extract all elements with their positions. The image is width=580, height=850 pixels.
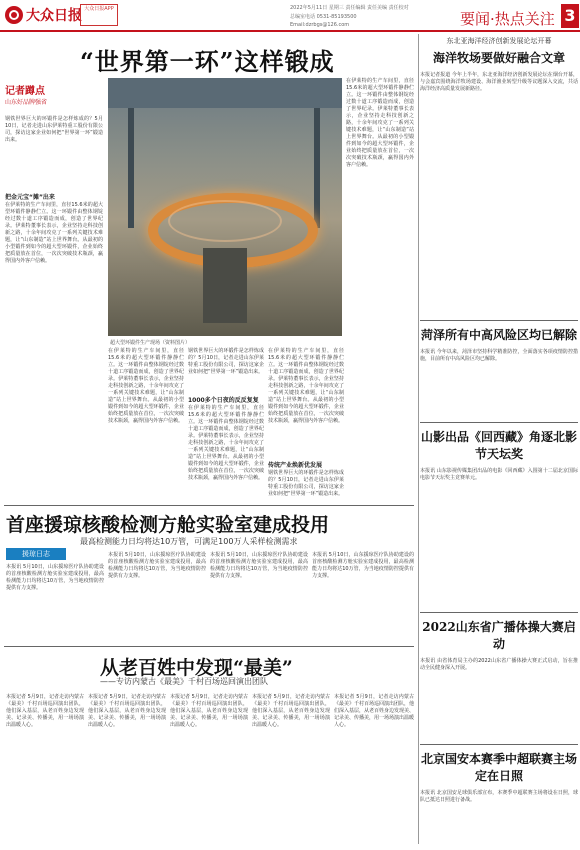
right-story-1-body: 本报记者报道 今年上半年，东北亚海洋经济创新发展论坛在烟台开幕，与会嘉宾围绕海洋牧场建设、海洋渔业转型升级等议题深入交流，共话海洋经济高质量发展新路径。 (420, 72, 578, 92)
date-line: 2022年5月11日 星期三 责任编辑 责任美编 责任校对 (290, 5, 409, 11)
app-qr-badge (80, 4, 118, 26)
right-story-5-body: 本报讯 北京国安足球俱乐部宣布，本赛季中超联赛主场将设在日照，球队已抵达日照进行备战。 (420, 790, 578, 803)
right-story-1-title: 海洋牧场要做好融合文章 (432, 51, 565, 65)
lower-body-col1: 本报记者 5月9日，记者走访内蒙古《最美》千村百场巡回演出团队，他们深入基层，从老百姓身边发现美、记录美、传播美，用一场场演出温暖人心。 (6, 694, 84, 728)
middle-headline: 首座援琼核酸检测方舱实验室建成投用 (6, 514, 330, 536)
right-story-4-body: 本报讯 由省体育局主办的2022山东省广播体操大赛正式启动，旨在推动全民健身深入开展。 (420, 658, 578, 671)
right-story-5 (420, 750, 578, 850)
right-story-3-title: 山影出品《回西藏》角逐北影节天坛奖 (420, 430, 577, 461)
lead-body-col5: 在伊莱特的生产车间里，直径15.6米的超大型环锻件静静伫立。这一环锻件由整体钢锭经过数十道工序锻造而成，创造了世界纪录。伊莱特董事长表示，企业坚持走科技创新之路，十余年间攻克了一系列关键技术难题，让“山东制造”站上世界舞台。从最初的小型锻件到如今的超大型环锻件，企业始终把质量放在首位，一次次突破技术瓶颈，赢得国内外客户信赖。 (346, 78, 414, 168)
lower-body-col4: 本报记者 5月9日，记者走访内蒙古《最美》千村百场巡回演出团队，他们深入基层，从老百姓身边发现美、记录美、传播美，用一场场演出温暖人心。 (252, 694, 330, 728)
section-name: 要闻·热点关注 (460, 10, 555, 28)
right-story-1 (420, 36, 578, 302)
app-label: 大众日报APP (84, 6, 114, 12)
rule (420, 422, 578, 423)
lower-subheadline: ——专访内蒙古《最美》千村百场巡回演出团队 (100, 677, 268, 686)
svg-text:大众日报: 大众日报 (26, 8, 82, 24)
email-line: Email:dzrbgs@126.com (290, 22, 350, 28)
newspaper-logo (4, 2, 82, 28)
rule (420, 744, 578, 745)
lead-subhead-3: 传统产业焕新优发展 (268, 462, 323, 469)
badge-subtitle: 山东好品牌强省 (5, 99, 48, 106)
middle-subheadline: 最高检测能力日均将达10万管，可满足100万人采样检测需求 (80, 537, 298, 546)
lead-subhead-2: 1000多个日夜的反反复复 (188, 397, 259, 404)
masthead-rule (0, 30, 580, 32)
rule (4, 646, 414, 647)
badge-title: 记者蹲点 (5, 86, 45, 97)
right-story-2-title: 菏泽所有中高风险区均已解除 (420, 328, 577, 342)
lead-headline: “世界第一环”这样锻成 (80, 47, 335, 76)
lead-body-col4a: 在伊莱特的生产车间里，直径15.6米的超大型环锻件静静伫立。这一环锻件由整体钢锭经过数十道工序锻造而成，创造了世界纪录。伊莱特董事长表示，企业坚持走科技创新之路，十余年间攻克了一系列关键技术难题，让“山东制造”站上世界舞台。从最初的小型锻件到如今的超大型环锻件，企业始终把质量放在首位，一次次突破技术瓶颈，赢得国内外客户信赖。 (268, 348, 344, 424)
middle-body-col3: 本报讯 5月10日，山东援琼医疗队协助建设的首座核酸检测方舱实验室建成投用，最高检测能力日均将达10万管，为当地疫情防控提供有力支撑。 (210, 552, 308, 579)
lower-body-col2: 本报记者 5月9日，记者走访内蒙古《最美》千村百场巡回演出团队，他们深入基层，从老百姓身边发现美、记录美、传播美，用一场场演出温暖人心。 (88, 694, 166, 728)
lower-headline: 从老百姓中发现“最美” (100, 657, 293, 679)
right-story-2-body: 本报讯 今年以来，菏泽市坚持科学精准防控，全面落实各项疫情防控措施，目前所有中高风险区均已解除。 (420, 349, 578, 362)
right-story-4-title: 2022山东省广播体操大赛启动 (422, 620, 576, 651)
right-story-5-title: 北京国安本赛季中超联赛主场定在日照 (420, 752, 577, 783)
lower-body-col5: 本报记者 5月9日，记者走访内蒙古《最美》千村百场巡回演出团队，他们深入基层，从老百姓身边发现美、记录美、传播美，用一场场演出温暖人心。 (334, 694, 415, 728)
lead-body-col4b: 钢铁世界巨大的环锻件是怎样炼成的？5月10日，记者走进山东伊莱特重工股份有限公司，探访这家企业如何把“世界第一环”锻造出来。 (268, 470, 344, 497)
lead-intro: 钢铁世界巨大的环锻件是怎样炼成的？5月10日，记者走进山东伊莱特重工股份有限公司，探访这家企业如何把“世界第一环”锻造出来。 (5, 116, 103, 143)
lead-body-col2: 在伊莱特的生产车间里，直径15.6米的超大型环锻件静静伫立。这一环锻件由整体钢锭经过数十道工序锻造而成，创造了世界纪录。伊莱特董事长表示，企业坚持走科技创新之路，十余年间攻克了一系列关键技术难题，让“山东制造”站上世界舞台。从最初的小型锻件到如今的超大型环锻件，企业始终把质量放在首位，一次次突破技术瓶颈，赢得国内外客户信赖。 (108, 348, 184, 424)
forging-ring-photo (108, 78, 342, 336)
lead-subhead-1: 把金元宝“摊”出来 (5, 194, 55, 201)
rule (420, 320, 578, 321)
right-story-3-body: 本报讯 山东影视传媒集团出品的电影《回西藏》入围第十二届北京国际电影节天坛奖主竞赛单元。 (420, 468, 578, 481)
column-divider (418, 34, 419, 844)
lower-body-col3: 本报记者 5月9日，记者走访内蒙古《最美》千村百场巡回演出团队，他们深入基层，从老百姓身边发现美、记录美、传播美，用一场场演出温暖人心。 (170, 694, 248, 728)
lead-body-col1: 在伊莱特的生产车间里，直径15.6米的超大型环锻件静静伫立。这一环锻件由整体钢锭经过数十道工序锻造而成，创造了世界纪录。伊莱特董事长表示，企业坚持走科技创新之路，十余年间攻克了一系列关键技术难题，让“山东制造”站上世界舞台。从最初的小型锻件到如今的超大型环锻件，企业始终把质量放在首位，一次次突破技术瓶颈，赢得国内外客户信赖。 (5, 202, 103, 264)
diary-tag: 援琼日志 (6, 548, 66, 560)
page-number: 3 (561, 4, 579, 28)
photo-caption: 超大型环锻件生产现场（资料图片） (110, 340, 191, 346)
contact-line: 总编室电话 0531-85193500 (290, 14, 357, 20)
right-story-4 (420, 618, 578, 750)
right-story-2 (420, 326, 578, 411)
lead-body-col3b: 在伊莱特的生产车间里，直径15.6米的超大型环锻件静静伫立。这一环锻件由整体钢锭经过数十道工序锻造而成，创造了世界纪录。伊莱特董事长表示，企业坚持走科技创新之路，十余年间攻克了一系列关键技术难题，让“山东制造”站上世界舞台。从最初的小型锻件到如今的超大型环锻件，企业始终把质量放在首位，一次次突破技术瓶颈，赢得国内外客户信赖。 (188, 405, 264, 481)
right-story-1-kicker: 东北亚海洋经济创新发展论坛开幕 (446, 37, 552, 45)
lead-body-col3a: 钢铁世界巨大的环锻件是怎样炼成的？5月10日，记者走进山东伊莱特重工股份有限公司，探访这家企业如何把“世界第一环”锻造出来。 (188, 348, 264, 375)
middle-body-col1: 本报讯 5月10日，山东援琼医疗队协助建设的首座核酸检测方舱实验室建成投用，最高检测能力日均将达10万管，为当地疫情防控提供有力支撑。 (6, 564, 104, 591)
middle-body-col4: 本报讯 5月10日，山东援琼医疗队协助建设的首座核酸检测方舱实验室建成投用，最高检测能力日均将达10万管，为当地疫情防控提供有力支撑。 (312, 552, 414, 579)
rule (420, 612, 578, 613)
middle-body-col2: 本报讯 5月10日，山东援琼医疗队协助建设的首座核酸检测方舱实验室建成投用，最高检测能力日均将达10万管，为当地疫情防控提供有力支撑。 (108, 552, 206, 579)
rule (4, 505, 414, 506)
reporter-badge (5, 82, 69, 112)
right-story-3 (420, 428, 578, 618)
